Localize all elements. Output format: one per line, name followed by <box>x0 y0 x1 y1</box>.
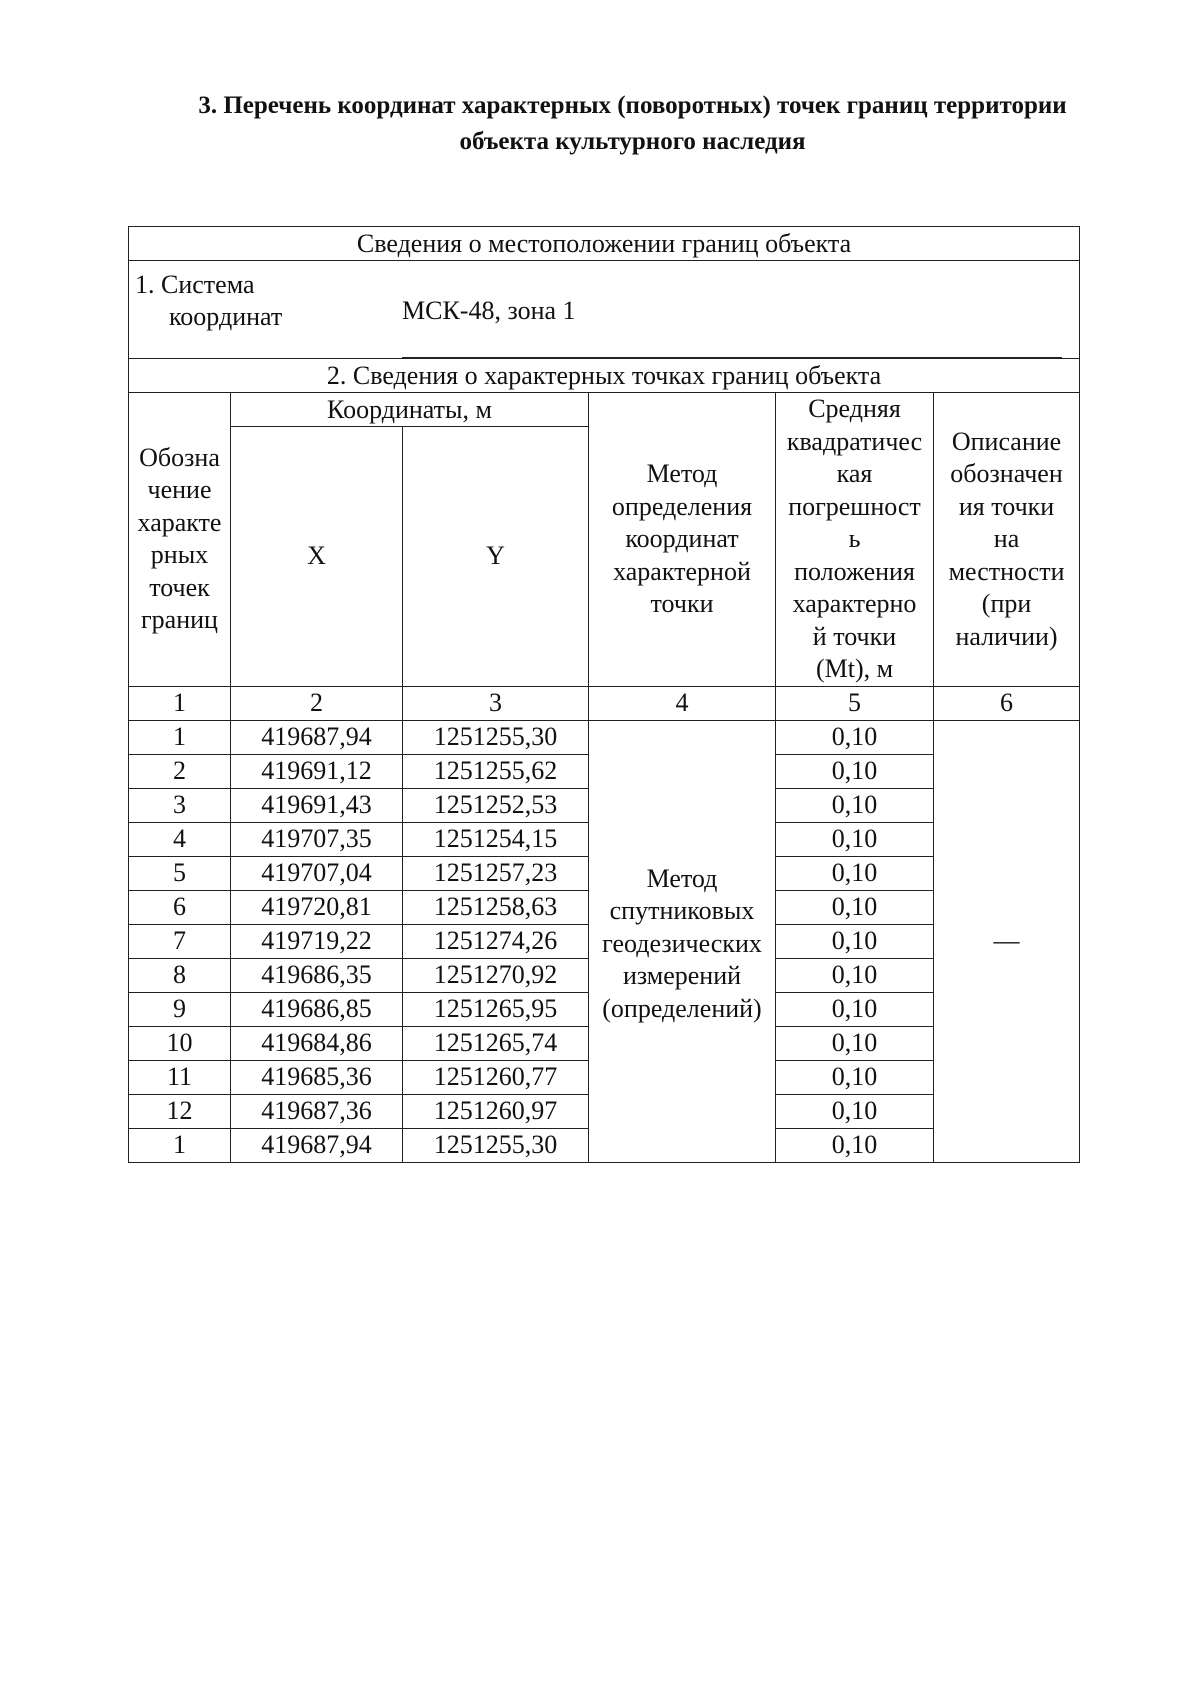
method-value-line: спутниковых <box>609 896 755 926</box>
col-header-error <box>776 393 934 687</box>
section2-header: 2. Сведения о характерных точках границ объекта <box>129 359 1080 393</box>
y-coordinate-cell: 1251255,30 <box>403 720 589 754</box>
point-number-cell: 11 <box>129 1060 231 1094</box>
point-number-cell: 1 <box>129 720 231 754</box>
column-number: 5 <box>776 686 934 720</box>
col-designation-line: характе <box>137 507 222 537</box>
col-method-line: характерной <box>613 556 751 586</box>
col-description-line: (при <box>981 589 1032 618</box>
col-error-line: характерно <box>792 589 917 618</box>
col-description-line: обозначен <box>950 459 1063 488</box>
section1-header: Сведения о местоположении границ объекта <box>129 227 1080 261</box>
y-coordinate-cell: 1251255,30 <box>403 1128 589 1162</box>
col-header-description <box>934 393 1080 687</box>
mt-value-cell: 0,10 <box>776 958 934 992</box>
point-number-cell: 7 <box>129 924 231 958</box>
document-title <box>100 88 1165 160</box>
col-description-line: на <box>993 524 1020 553</box>
mt-value-cell: 0,10 <box>776 720 934 754</box>
col-error-line: квадратичес <box>786 426 923 456</box>
col-designation-line: рных <box>150 540 209 570</box>
y-coordinate-cell: 1251260,77 <box>403 1060 589 1094</box>
coordinates-table <box>128 226 1080 1163</box>
y-coordinate-cell: 1251252,53 <box>403 788 589 822</box>
method-value-line: Метод <box>646 863 718 893</box>
x-coordinate-cell: 419719,22 <box>231 924 403 958</box>
x-coordinate-cell: 419687,94 <box>231 720 403 754</box>
col-error-line: й точки <box>812 621 897 651</box>
column-number: 4 <box>589 686 776 720</box>
x-coordinate-cell: 419707,04 <box>231 856 403 890</box>
x-coordinate-cell: 419686,85 <box>231 992 403 1026</box>
mt-value-cell: 0,10 <box>776 992 934 1026</box>
y-coordinate-cell: 1251270,92 <box>403 958 589 992</box>
mt-value-cell: 0,10 <box>776 856 934 890</box>
col-header-x: X <box>231 427 403 686</box>
col-header-y: Y <box>403 427 589 686</box>
x-coordinate-cell: 419707,35 <box>231 822 403 856</box>
method-value-line: измерений <box>622 961 742 991</box>
mt-value-cell: 0,10 <box>776 924 934 958</box>
coordinate-system-underline <box>402 357 1062 358</box>
col-designation-line: чение <box>147 475 212 505</box>
col-description-line: наличии) <box>955 621 1058 651</box>
column-number: 1 <box>129 686 231 720</box>
col-designation-line: Обозна <box>139 442 220 472</box>
description-value-cell: — <box>934 720 1080 1162</box>
mt-value-cell: 0,10 <box>776 754 934 788</box>
col-error-line: ь <box>848 524 861 553</box>
col-method-line: определения <box>611 491 753 521</box>
y-coordinate-cell: 1251254,15 <box>403 822 589 856</box>
x-coordinate-cell: 419687,94 <box>231 1128 403 1162</box>
column-number: 2 <box>231 686 403 720</box>
y-coordinate-cell: 1251260,97 <box>403 1094 589 1128</box>
point-number-cell: 3 <box>129 788 231 822</box>
y-coordinate-cell: 1251274,26 <box>403 924 589 958</box>
col-error-line: положения <box>794 556 915 586</box>
x-coordinate-cell: 419687,36 <box>231 1094 403 1128</box>
mt-value-cell: 0,10 <box>776 822 934 856</box>
x-coordinate-cell: 419686,35 <box>231 958 403 992</box>
coordinate-system-label-line1: 1. Система <box>135 270 255 299</box>
coordinate-system-label-line2: координат <box>169 302 283 331</box>
col-description-line: Описание <box>951 426 1062 456</box>
coordinate-system-label <box>135 269 282 333</box>
mt-value-cell: 0,10 <box>776 788 934 822</box>
column-number: 3 <box>403 686 589 720</box>
method-value-line: геодезических <box>602 928 762 958</box>
mt-value-cell: 0,10 <box>776 1094 934 1128</box>
col-header-method <box>589 393 776 687</box>
col-error-line: кая <box>836 459 873 488</box>
col-method-line: координат <box>625 524 739 553</box>
x-coordinate-cell: 419685,36 <box>231 1060 403 1094</box>
col-header-coordinates: Координаты, м <box>231 393 589 427</box>
point-number-cell: 12 <box>129 1094 231 1128</box>
col-error-line: (Mt), м <box>815 654 894 683</box>
title-line-1: 3. Перечень координат характерных (поворотных) точек границ территории <box>198 92 1067 119</box>
col-description-line: ия точки <box>958 491 1055 521</box>
mt-value-cell: 0,10 <box>776 1026 934 1060</box>
point-number-cell: 6 <box>129 890 231 924</box>
col-error-line: Средняя <box>808 394 901 423</box>
col-description-line: местности <box>948 556 1065 586</box>
col-method-line: Метод <box>646 459 718 488</box>
x-coordinate-cell: 419684,86 <box>231 1026 403 1060</box>
y-coordinate-cell: 1251265,95 <box>403 992 589 1026</box>
point-number-cell: 9 <box>129 992 231 1026</box>
col-designation-line: точек <box>149 572 210 602</box>
x-coordinate-cell: 419691,12 <box>231 754 403 788</box>
point-number-cell: 5 <box>129 856 231 890</box>
method-value-line: (определений) <box>602 993 762 1023</box>
point-number-cell: 2 <box>129 754 231 788</box>
method-value-cell <box>589 720 776 1162</box>
y-coordinate-cell: 1251258,63 <box>403 890 589 924</box>
point-number-cell: 1 <box>129 1128 231 1162</box>
mt-value-cell: 0,10 <box>776 890 934 924</box>
y-coordinate-cell: 1251255,62 <box>403 754 589 788</box>
col-method-line: точки <box>650 589 714 618</box>
table-row <box>129 720 1080 754</box>
title-line-2: объекта культурного наследия <box>459 128 806 155</box>
point-number-cell: 4 <box>129 822 231 856</box>
y-coordinate-cell: 1251265,74 <box>403 1026 589 1060</box>
x-coordinate-cell: 419691,43 <box>231 788 403 822</box>
col-error-line: погрешност <box>788 491 921 521</box>
point-number-cell: 8 <box>129 958 231 992</box>
coordinate-system-value: МСК-48, зона 1 <box>402 296 576 325</box>
col-header-designation <box>129 393 231 687</box>
y-coordinate-cell: 1251257,23 <box>403 856 589 890</box>
coordinate-system-cell <box>129 261 1080 359</box>
point-number-cell: 10 <box>129 1026 231 1060</box>
mt-value-cell: 0,10 <box>776 1060 934 1094</box>
col-designation-line: границ <box>141 605 218 635</box>
x-coordinate-cell: 419720,81 <box>231 890 403 924</box>
mt-value-cell: 0,10 <box>776 1128 934 1162</box>
column-number: 6 <box>934 686 1080 720</box>
